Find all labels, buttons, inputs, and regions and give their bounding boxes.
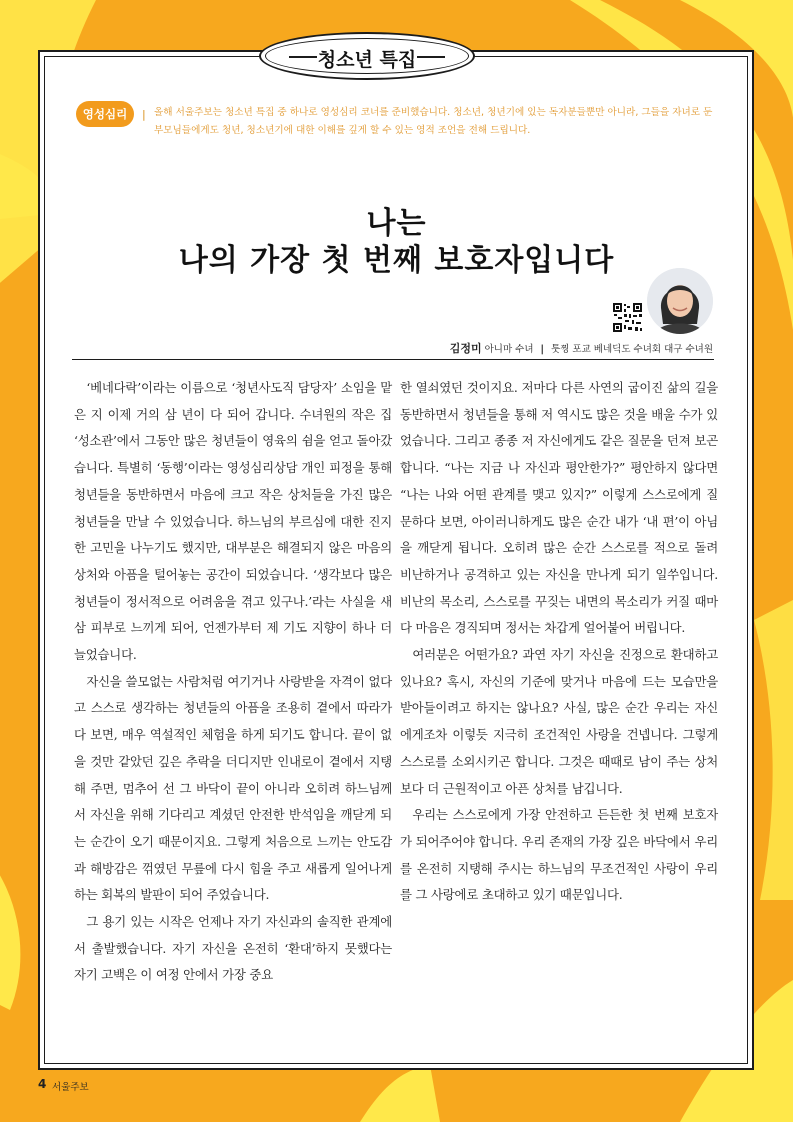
author-role: 아니마 수녀 [484, 344, 534, 355]
intro-text: 올해 서울주보는 청소년 특집 중 하나로 영성심리 코너를 준비했습니다. 청소년, 청년기에 있는 독자분들뿐만 아니라, 그들을 자녀로 둔 부모님들에게도 청년, 청소년기에 대한 이해를 깊게 할 수 있는 영적 조언을 전해 드립니다. [154, 107, 713, 136]
section-badge [259, 32, 475, 80]
author-portrait [647, 268, 713, 334]
article-title-line-1: 나는 [366, 206, 427, 241]
body-paragraph: 여러분은 어떤가요? 과연 자기 자신을 진정으로 환대하고 있나요? 혹시, 자신의 기준에 맞거나 마음에 드는 모습만을 받아들이려고 하지는 않나요? 사실, 많은 순간 우리는 자신에게조차 이렇듯 지극히 조건적인 사랑을 건넵니다. 그렇게 스스로를 소외시키곤 합니다. 그것은 때때로 남이 주는 상처보다 더 근원적이고 아픈 상처를 남깁니다. [400, 647, 718, 796]
body-paragraph: 그 용기 있는 시작은 언제나 자기 자신과의 솔직한 관계에서 출발했습니다. 자기 자신을 온전히 ‘환대’하지 못했다는 자기 고백은 이 여정 안에서 가장 중요 [74, 914, 392, 983]
body-paragraph: 자신을 쓸모없는 사람처럼 여기거나 사랑받을 자격이 없다고 스스로 생각하는 청년들의 아픔을 조용히 곁에서 따라가다 보면, 매우 역설적인 체험을 하게 되기도 합니다. 끝이 없을 것만 같았던 깊은 추락을 더디지만 인내로이 곁에서 지탱해 주면, 멈추어 선 그 바닥이 끝이 아니라 오히려 하느님께서 자신을 위해 기다리고 계셨던 안전한 반석임을 깨닫게 되는 순간이 오기 때문이지요. 그렇게 처음으로 느끼는 안도감과 해방감은 꺾였던 무릎에 다시 힘을 주고 새롭게 일어나게 하는 회복의 발판이 되어 주었습니다. [74, 673, 392, 903]
body-paragraph-continued: 한 열쇠였던 것이지요. 저마다 다른 사연의 굽이진 삶의 길을 동반하면서 청년들을 통해 저 역시도 많은 것을 배울 수가 있었습니다. 그리고 종종 저 자신에게도 같은 질문을 던져 보곤 합니다. “나는 지금 나 자신과 평안한가?” 평안하지 않다면 “나는 나와 어떤 관계를 맺고 있지?” 이렇게 스스로에게 질문하다 보면, 아이러니하게도 많은 순간 내가 ‘내 편’이 아님을 깨닫게 됩니다. 오히려 많은 순간 스스로를 적으로 돌려 비난하거나 공격하고 있는 자신을 만나게 되기 일쑤입니다. 비난의 목소리, 스스로를 꾸짖는 내면의 목소리가 커질 때마다 마음은 경직되며 정서는 차갑게 얼어붙어 버립니다. [400, 380, 718, 636]
author-separator: | [540, 344, 545, 355]
author-affiliation: 툿찡 포교 베네딕도 수녀회 대구 수녀원 [551, 344, 713, 355]
intro-separator: | [142, 108, 146, 121]
author-portrait-illustration [647, 268, 713, 334]
body-paragraph: 우리는 스스로에게 가장 안전하고 든든한 첫 번째 보호자가 되어주어야 합니다. 우리 존재의 가장 깊은 바닥에서 우리를 온전히 지탱해 주시는 하느님의 무조건적인 사랑이 우리를 그 사랑에로 초대하고 있기 때문입니다. [400, 807, 718, 903]
body-paragraph: ‘베네다락’이라는 이름으로 ‘청년사도직 담당자’ 소임을 맡은 지 이제 거의 삼 년이 다 되어 갑니다. 수녀원의 작은 집 ‘성소관’에서 그동안 많은 청년들이 영육의 쉼을 얻고 돌아갔습니다. 특별히 ‘동행’이라는 영성심리상담 개인 피정을 통해 청년들을 동반하면서 마음에 크고 작은 상처들을 가진 많은 청년들을 만날 수 있었습니다. 하느님의 부르심에 대한 진지한 고민을 나누기도 했지만, 대부분은 해결되지 않은 마음의 상처와 아픔을 털어놓는 공간이 되었습니다. ‘생각보다 많은 청년들이 정서적으로 어려움을 겪고 있구나.’라는 사실을 새삼 피부로 느끼게 되어, 언젠가부터 제 기도 지향이 하나 더 늘었습니다. [74, 380, 392, 663]
article-title-line-2: 나의 가장 첫 번째 보호자입니다 [178, 243, 615, 278]
page-number: 4 [38, 1077, 47, 1091]
header-divider [72, 359, 714, 360]
body-column-left [74, 375, 392, 989]
body-column-right [400, 375, 718, 909]
qr-code-icon[interactable] [612, 302, 643, 333]
author-name: 김정미 [449, 342, 482, 355]
intro-tag: 영성심리 [76, 101, 134, 127]
section-badge-label: 청소년 특집 [317, 49, 417, 71]
publication-name: 서울주보 [52, 1082, 89, 1093]
author-byline [450, 340, 713, 356]
